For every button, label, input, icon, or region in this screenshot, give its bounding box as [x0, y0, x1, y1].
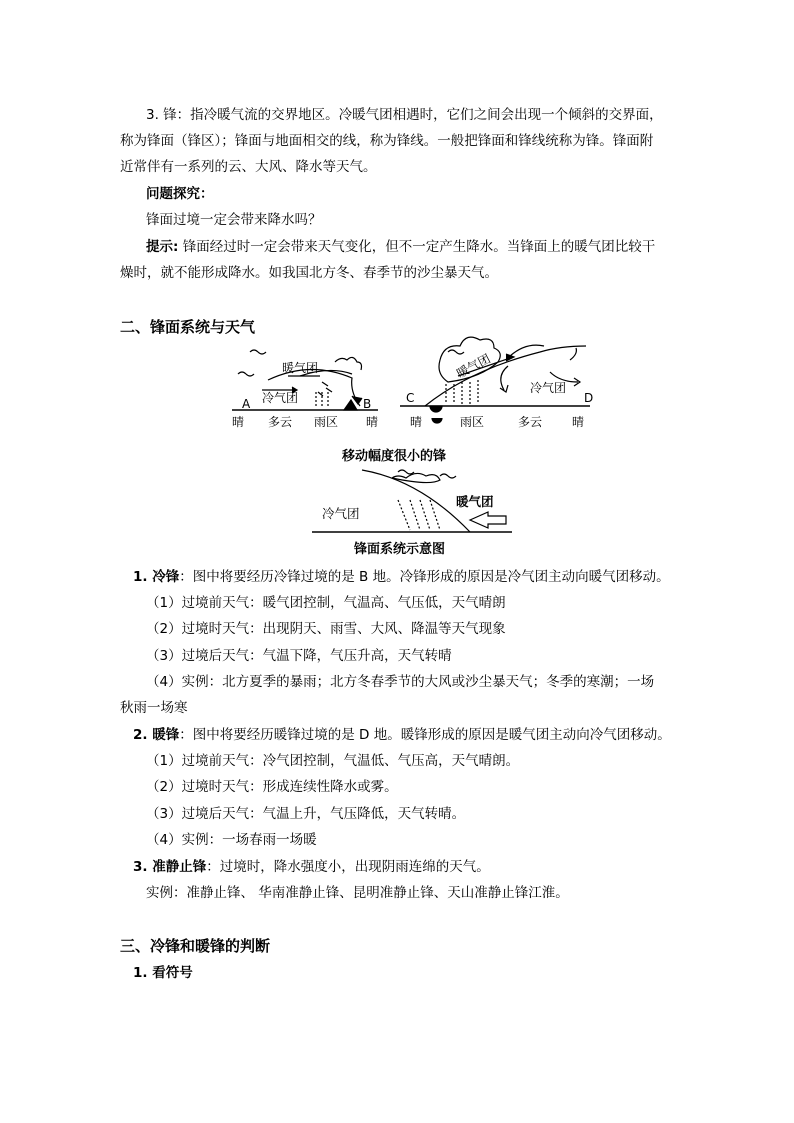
point-d: D: [584, 391, 594, 405]
para-line: 近常伴有一系列的云、大风、降水等天气。: [120, 159, 377, 175]
right-weather-1: 晴: [410, 415, 423, 429]
list-item: （3）过境后天气：气温上升，气压降低，天气转晴。: [146, 806, 466, 822]
item-cold-front: [133, 568, 670, 586]
cold-front-diagram: [232, 350, 378, 410]
left-weather-4: 晴: [366, 415, 379, 429]
list-item: 实例：准静止锋、 华南准静止锋、昆明准静止锋、天山准静止锋江淮。: [146, 885, 569, 901]
hint-text: 锋面经过时一定会带来天气变化，但不一定产生降水。当锋面上的暖气团比较干: [178, 239, 656, 255]
para-line: 3. 锋：指冷暖气流的交界地区。冷暖气团相遇时，它们之间会出现一个倾斜的交界面，: [146, 107, 663, 123]
bottom-cold-label: 冷气团: [322, 506, 360, 521]
section-title: 三、冷锋和暖锋的判断: [120, 937, 271, 955]
list-item: （1）过境前天气：冷气团控制，气温低、气压高，天气晴朗。: [146, 753, 520, 769]
para-line: 称为锋面（锋区）；锋面与地面相交的线，称为锋线。一般把锋面和锋线统称为锋。锋面附: [120, 133, 654, 149]
list-item: 秋雨一场寒: [120, 700, 188, 716]
list-item: （4）实例：一场春雨一场暖: [146, 832, 317, 848]
point-c: C: [406, 391, 415, 405]
right-weather-2: 雨区: [460, 415, 485, 429]
figure-caption: 锋面系统示意图: [354, 542, 446, 557]
right-cold-label: 冷气团: [530, 381, 567, 395]
mid-caption: 移动幅度很小的锋: [342, 449, 447, 464]
point-b: B: [363, 397, 372, 411]
bottom-warm-label: 暖气团: [456, 494, 494, 509]
right-warm-label: 暖气团: [454, 351, 493, 381]
list-item: （1）过境前天气：暖气团控制，气温高、气压低，天气晴朗: [146, 595, 506, 611]
subsection-title: 1. 看符号: [133, 965, 193, 981]
item-text: ：图中将要经历冷锋过境的是 B 地。冷锋形成的原因是冷气团主动向暖气团移动。: [179, 569, 670, 585]
item-text: ：过境时，降水强度小，出现阴雨连绵的天气。: [206, 859, 490, 875]
section-title: 二、锋面系统与天气: [120, 318, 256, 336]
left-warm-label: 暖气团: [282, 361, 319, 375]
left-weather-1: 晴: [232, 415, 245, 429]
item-title: 3. 准静止锋: [133, 859, 207, 875]
hint-label: 提示:: [146, 239, 179, 255]
front-system-figure: [0, 330, 794, 562]
list-item: （4）实例：北方夏季的暴雨；北方冬春季节的大风或沙尘暴天气；冬季的寒潮；一场: [146, 674, 655, 690]
inquiry-title: 问题探究：: [146, 186, 214, 202]
right-weather-3: 多云: [518, 415, 543, 429]
inquiry-hint: [146, 238, 655, 256]
left-cold-label: 冷气团: [262, 391, 299, 405]
left-weather-3: 雨区: [314, 415, 339, 429]
item-title: 2. 暖锋: [133, 727, 180, 743]
list-item: （2）过境时天气：出现阴天、雨雪、大风、降温等天气现象: [146, 621, 506, 637]
item-text: ：图中将要经历暖锋过境的是 D 地。暖锋形成的原因是暖气团主动向冷气团移动。: [179, 727, 671, 743]
para-line: 燥时，就不能形成降水。如我国北方冬、春季节的沙尘暴天气。: [120, 265, 498, 281]
inquiry-question: 锋面过境一定会带来降水吗？: [146, 212, 322, 228]
point-a: A: [242, 397, 251, 411]
right-weather-4: 晴: [572, 415, 585, 429]
list-item: （2）过境时天气：形成连续性降水或雾。: [146, 779, 398, 795]
item-title: 1. 冷锋: [133, 569, 180, 585]
left-weather-2: 多云: [268, 415, 293, 429]
list-item: （3）过境后天气：气温下降，气压升高，天气转晴: [146, 648, 452, 664]
item-stationary-front: [133, 858, 490, 876]
item-warm-front: [133, 726, 671, 744]
